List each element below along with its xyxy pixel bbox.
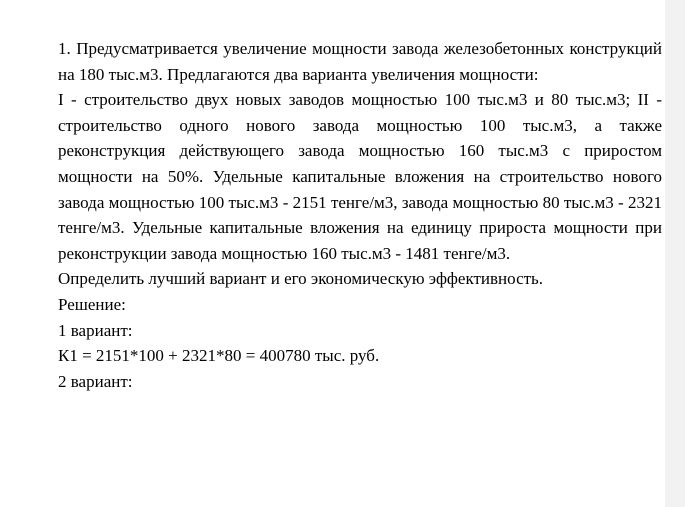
variant2-heading: 2 вариант: [58, 371, 133, 391]
solution-heading: Решение: [58, 294, 126, 314]
problem-paragraph: 1. Предусматривается увеличение мощности завода железобетонных конструкций на 180 тыс.м3. Предлагаются два варианта увеличения мощности: [58, 39, 662, 84]
details-paragraph: I - строительство двух новых заводов мощностью 100 тыс.м3 и 80 тыс.м3; II - строительство одного нового завода мощностью 100 тыс.м3, а также реконструкция действующего завода мощностью 160 тыс.м3 с приростом мощности на 50%. Удельные капитальные вложения на строительство нового завода мощностью 100 тыс.м3 - 2151 тенге/м3, завода мощностью 80 тыс.м3 - 2321 тенге/м3. Удельные капитальные вложения на единицу прироста мощности при реконструкции завода мощностью 160 тыс.м3 - 1481 тенге/м3. [58, 90, 662, 263]
document-body [58, 36, 662, 394]
task-line: Определить лучший вариант и его экономическую эффективность. [58, 269, 544, 289]
page-edge-strip [665, 0, 685, 507]
variant1-formula: К1 = 2151*100 + 2321*80 = 400780 тыс. руб. [58, 346, 380, 366]
variant1-heading: 1 вариант: [58, 320, 133, 340]
